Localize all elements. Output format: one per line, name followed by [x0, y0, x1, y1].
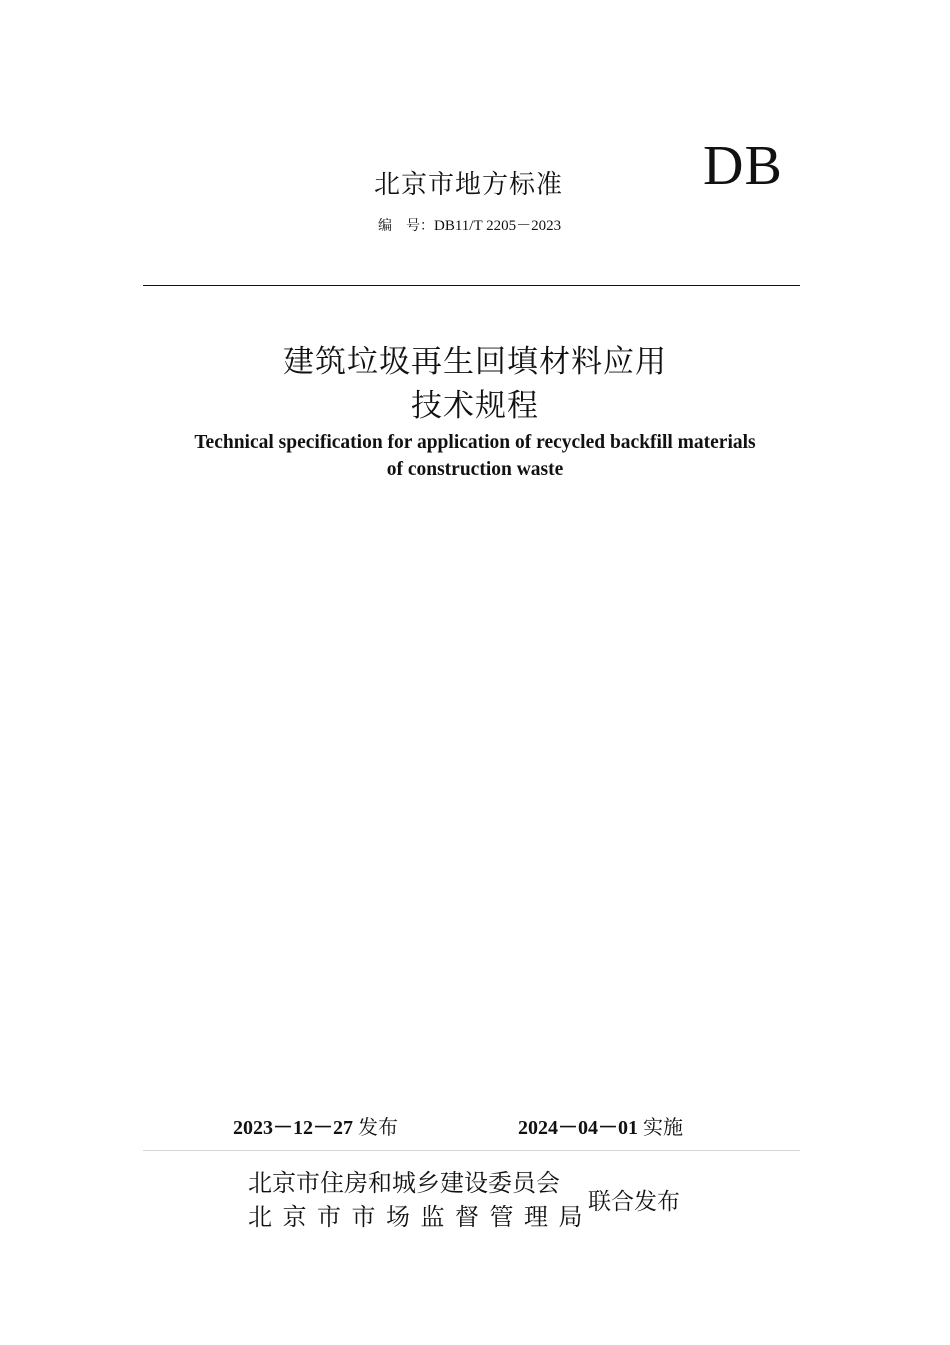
- title-block: [0, 340, 950, 482]
- bottom-divider: [143, 1150, 800, 1151]
- top-divider: [143, 285, 800, 286]
- standard-number: [378, 217, 561, 235]
- title-cn-line1: 建筑垃圾再生回填材料应用: [283, 344, 667, 380]
- joint-issue-label: 联合发布: [588, 1189, 680, 1215]
- title-en-line2: of construction waste: [386, 459, 564, 480]
- standard-type: 北京市地方标准: [374, 170, 564, 200]
- issuer-housing-commission: 北京市住房和城乡建设委员会: [248, 1169, 560, 1197]
- title-en-line1: Technical specification for application of recycled backfill materials: [194, 432, 756, 453]
- issue-date-label: 发布: [358, 1115, 398, 1139]
- issuer-list: [248, 1166, 593, 1234]
- standard-number-value: DB11/T 2205－2023: [434, 218, 562, 234]
- implement-date: [518, 1113, 683, 1142]
- issue-date-value: 2023－12－27: [233, 1117, 353, 1139]
- standard-number-label: 编 号：: [378, 218, 434, 234]
- implement-date-label: 实施: [643, 1115, 683, 1139]
- implement-date-value: 2024－04－01: [518, 1117, 638, 1139]
- title-cn-line2: 技术规程: [411, 388, 539, 424]
- issue-date: [233, 1113, 398, 1142]
- issuer-market-regulation: 北京市市场监督管理局: [248, 1203, 593, 1231]
- db-mark: DB: [703, 135, 783, 197]
